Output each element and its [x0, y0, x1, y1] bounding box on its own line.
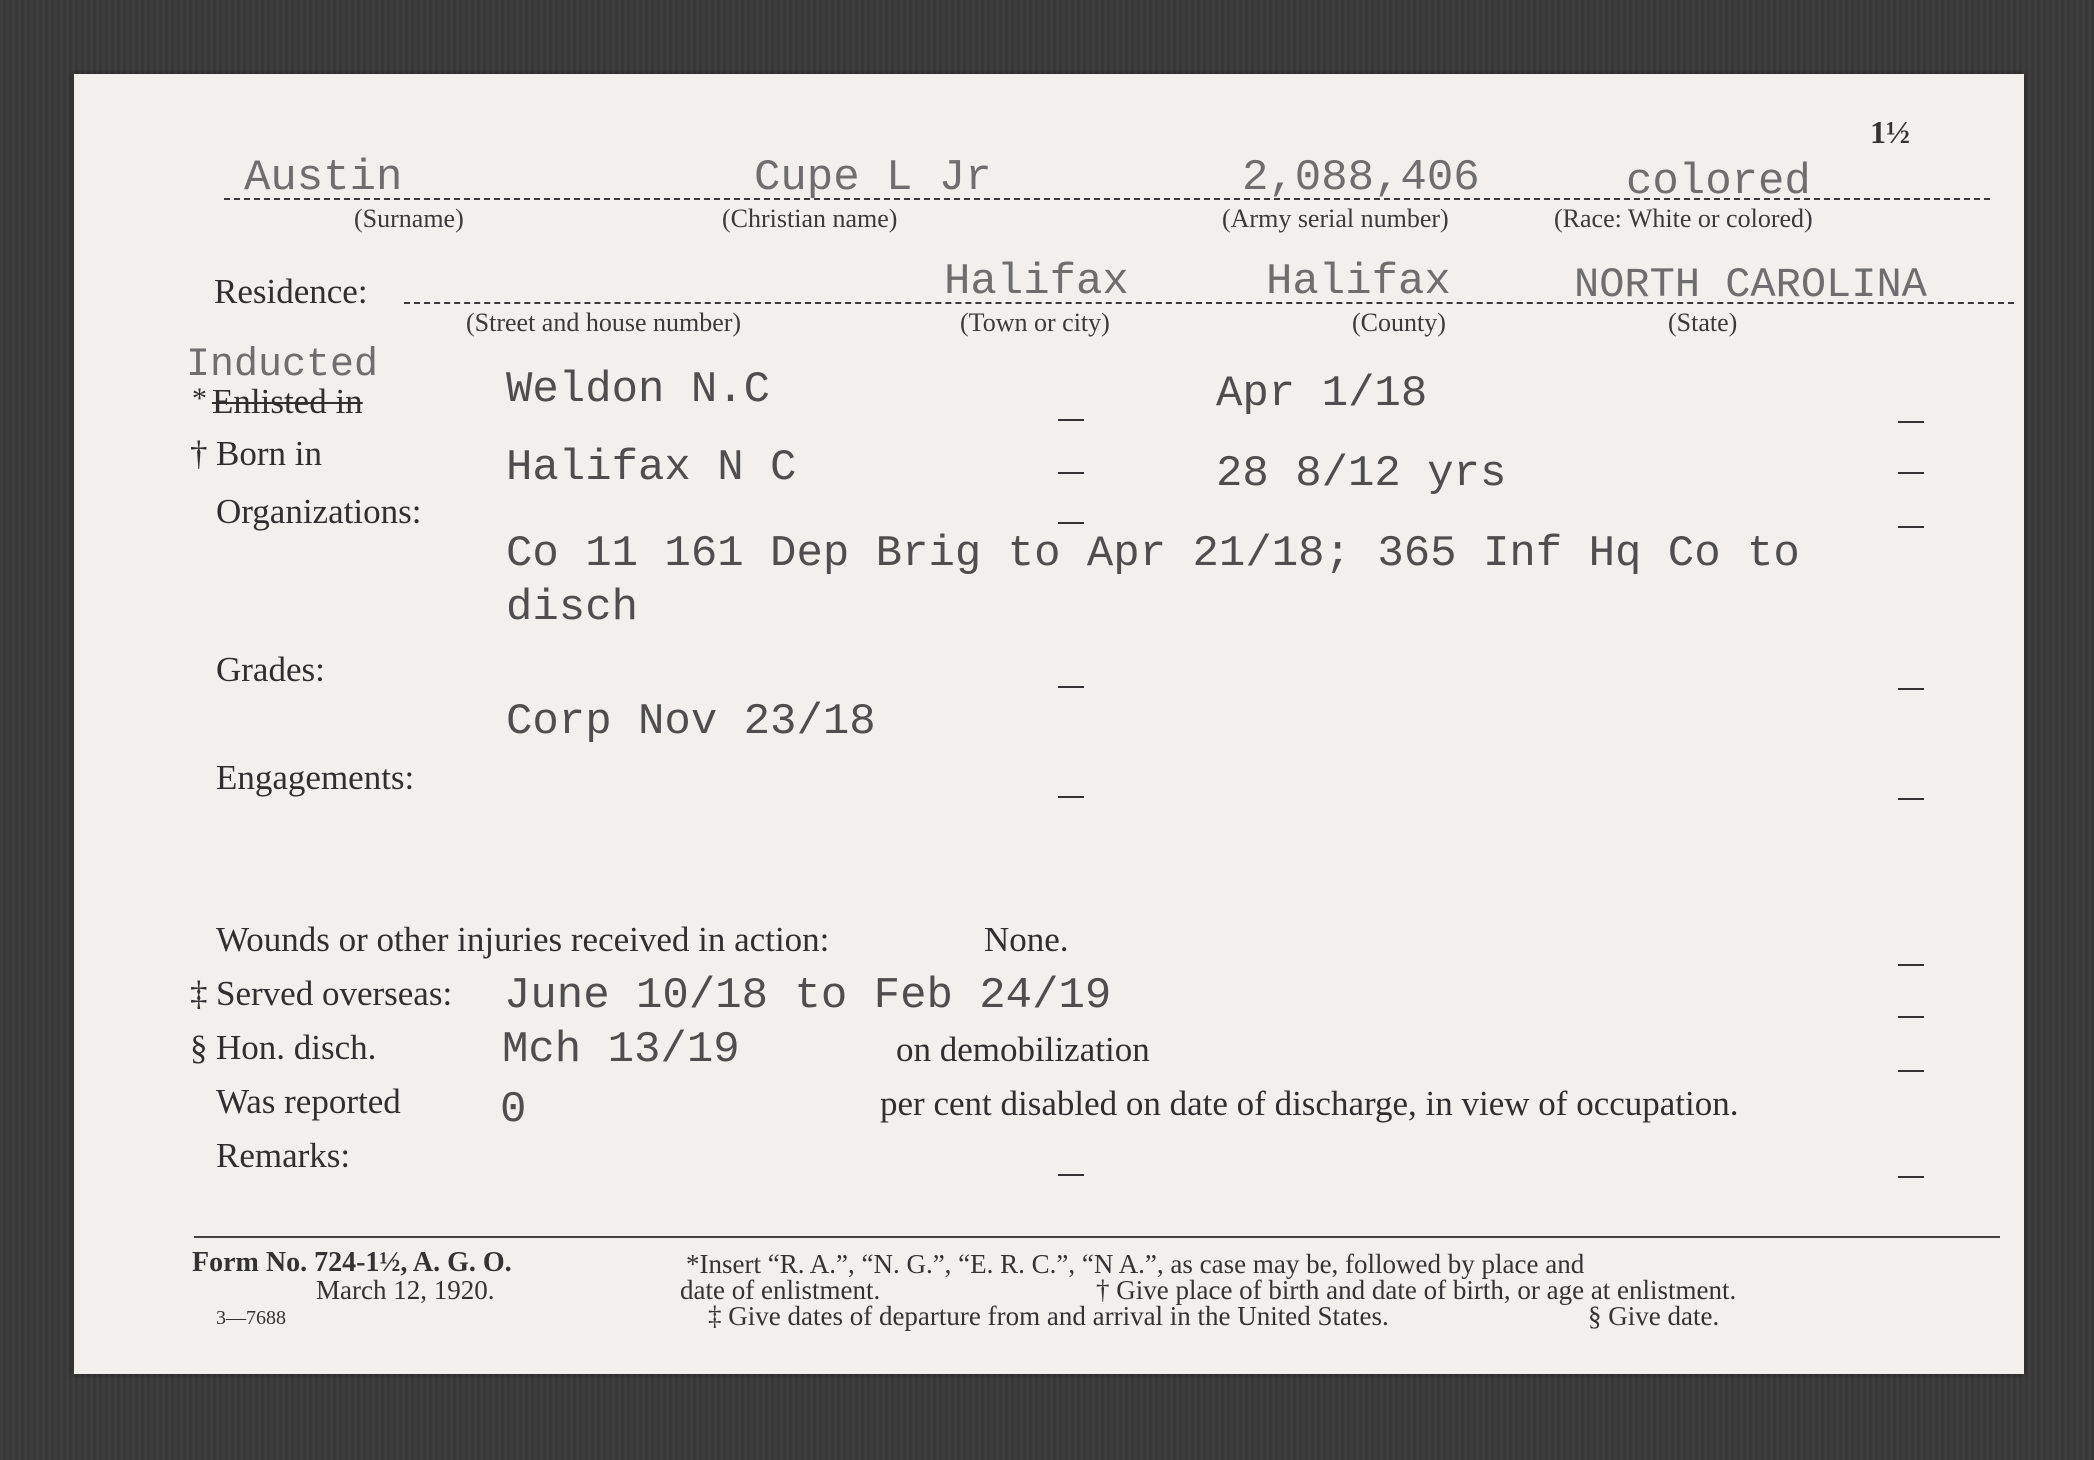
race-caption: (Race: White or colored) [1554, 204, 1813, 233]
wounds-label: Wounds or other injuries received in action: [216, 920, 830, 959]
born-in-label: Born in [216, 434, 322, 473]
residence-town-value: Halifax [944, 257, 1129, 307]
form-date: March 12, 1920. [316, 1275, 495, 1305]
serial-number-value: 2,088,406 [1242, 153, 1480, 203]
serial-number-caption: (Army serial number) [1222, 204, 1449, 233]
surname-value: Austin [244, 153, 403, 203]
served-overseas-value: June 10/18 to Feb 24/19 [504, 971, 1112, 1021]
disability-percent-value: 0 [500, 1085, 527, 1135]
race-value: colored [1626, 157, 1811, 207]
born-mark: † [190, 434, 208, 473]
service-record-card [74, 74, 2024, 1374]
residence-state-value: NORTH CAROLINA [1574, 261, 1927, 309]
state-caption: (State) [1668, 308, 1738, 337]
remarks-label: Remarks: [216, 1136, 351, 1175]
dash-mark [1898, 1070, 1924, 1072]
christian-name-value: Cupe L Jr [754, 153, 992, 203]
born-age-value: 28 8/12 yrs [1216, 449, 1507, 499]
enlisted-place-value: Weldon N.C [506, 365, 771, 415]
town-caption: (Town or city) [960, 308, 1110, 337]
corner-number: 1½ [1870, 114, 1910, 150]
dash-mark [1898, 798, 1924, 800]
dash-mark [1898, 526, 1924, 528]
footnote-overseas: ‡ Give dates of departure from and arrival in the United States. [708, 1301, 1389, 1331]
residence-county-value: Halifax [1266, 257, 1451, 307]
wounds-value: None. [984, 920, 1069, 959]
dash-mark [1058, 796, 1084, 798]
dash-mark [1058, 522, 1084, 524]
dash-mark [1058, 419, 1084, 421]
dash-mark [1898, 1016, 1924, 1018]
served-overseas-label: Served overseas: [216, 974, 453, 1013]
enlisted-date-value: Apr 1/18 [1216, 369, 1428, 419]
inducted-handwritten-label: Inducted [186, 343, 379, 388]
dash-mark [1898, 688, 1924, 690]
footnote-birth: † Give place of birth and date of birth, or age at enlistment. [1096, 1275, 1737, 1305]
footnote-date: § Give date. [1588, 1301, 1720, 1331]
grades-value: Corp Nov 23/18 [506, 697, 876, 747]
dash-mark [1898, 1176, 1924, 1178]
header-dotted-line [224, 198, 1990, 200]
dash-mark [1058, 472, 1084, 474]
enlisted-asterisk: * [192, 382, 207, 415]
organizations-line-1: Co 11 161 Dep Brig to Apr 21/18; 365 Inf Hq Co to [506, 529, 1800, 579]
county-caption: (County) [1352, 308, 1446, 337]
footer-rule [194, 1236, 2000, 1238]
hon-disch-reason: on demobilization [896, 1030, 1150, 1069]
footnote-insert-line-1: *Insert “R. A.”, “N. G.”, “E. R. C.”, “N A.”, as case may be, followed by place and [686, 1249, 1585, 1279]
dash-mark [1058, 686, 1084, 688]
dash-mark [1898, 421, 1924, 423]
hon-disch-date-value: Mch 13/19 [502, 1025, 740, 1075]
street-caption: (Street and house number) [466, 308, 742, 337]
dash-mark [1898, 472, 1924, 474]
disability-text: per cent disabled on date of discharge, in view of occupation. [880, 1084, 1739, 1123]
organizations-line-2: disch [506, 583, 639, 633]
dash-mark [1058, 1174, 1084, 1176]
grades-label: Grades: [216, 650, 325, 689]
footnote-insert-line-2: date of enlistment. [680, 1275, 881, 1305]
organizations-label: Organizations: [216, 492, 422, 531]
discharge-mark: § [190, 1028, 208, 1067]
form-number: Form No. 724-1½, A. G. O. [192, 1247, 512, 1278]
was-reported-label: Was reported [216, 1082, 401, 1121]
engagements-label: Engagements: [216, 758, 415, 797]
hon-disch-label: Hon. disch. [216, 1028, 377, 1067]
christian-name-caption: (Christian name) [722, 204, 898, 233]
residence-label: Residence: [214, 272, 368, 311]
enlisted-in-label: Enlisted in [212, 382, 363, 421]
overseas-mark: ‡ [190, 974, 208, 1013]
dash-mark [1898, 964, 1924, 966]
surname-caption: (Surname) [354, 204, 464, 233]
print-code: 3—7688 [216, 1307, 286, 1329]
born-place-value: Halifax N C [506, 443, 797, 493]
